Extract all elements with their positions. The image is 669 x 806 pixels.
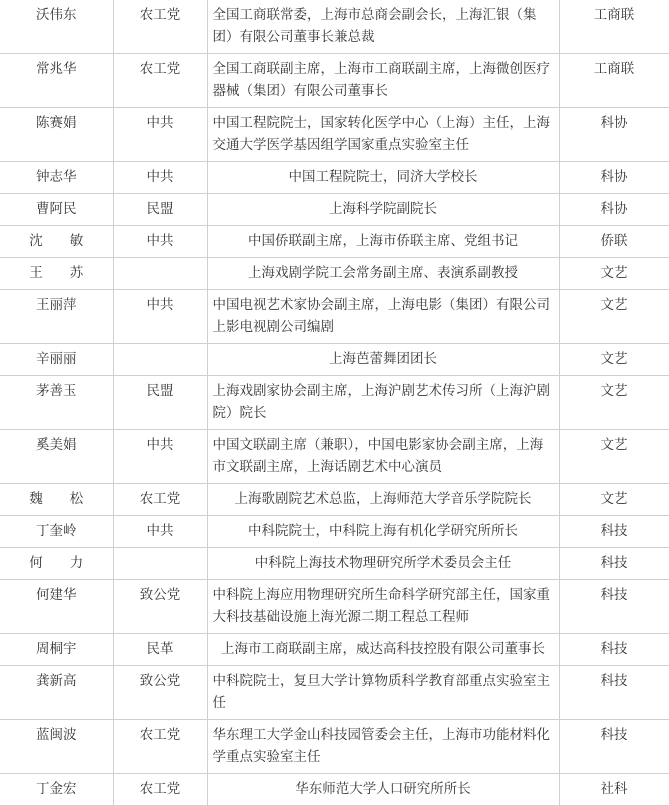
member-name: 周桐宇	[0, 634, 113, 666]
member-duty: 中国侨联副主席，上海市侨联主席、党组书记	[207, 226, 559, 258]
member-duty: 中国文联副主席（兼职），中国电影家协会副主席，上海市文联副主席，上海话剧艺术中心演员	[207, 430, 559, 484]
member-party: 民革	[113, 634, 207, 666]
member-group: 科协	[559, 108, 669, 162]
member-name: 丁奎岭	[0, 516, 113, 548]
member-duty: 中国工程院院士，同济大学校长	[207, 162, 559, 194]
table-row	[0, 720, 669, 774]
member-party	[113, 344, 207, 376]
member-party: 中共	[113, 108, 207, 162]
member-name: 龚新高	[0, 666, 113, 720]
member-group: 科技	[559, 516, 669, 548]
table-row	[0, 290, 669, 344]
member-party: 致公党	[113, 666, 207, 720]
member-party: 农工党	[113, 720, 207, 774]
table-row	[0, 108, 669, 162]
member-party	[113, 548, 207, 580]
member-party: 中共	[113, 516, 207, 548]
table-row	[0, 194, 669, 226]
member-duty: 中国工程院院士，国家转化医学中心（上海）主任，上海交通大学医学基因组学国家重点实验室主任	[207, 108, 559, 162]
member-duty: 上海戏剧家协会副主席，上海沪剧艺术传习所（上海沪剧院）院长	[207, 376, 559, 430]
table-row	[0, 666, 669, 720]
member-party: 民盟	[113, 376, 207, 430]
table-row	[0, 634, 669, 666]
member-name: 沈 敏	[0, 226, 113, 258]
member-group: 工商联	[559, 0, 669, 54]
member-group: 科技	[559, 634, 669, 666]
member-party: 中共	[113, 290, 207, 344]
member-party: 民盟	[113, 194, 207, 226]
table-row	[0, 258, 669, 290]
member-duty: 华东理工大学金山科技园管委会主任，上海市功能材料化学重点实验室主任	[207, 720, 559, 774]
table-row	[0, 54, 669, 108]
member-name: 茅善玉	[0, 376, 113, 430]
member-duty: 中科院院士，复旦大学计算物质科学教育部重点实验室主任	[207, 666, 559, 720]
member-party: 中共	[113, 226, 207, 258]
member-party: 农工党	[113, 484, 207, 516]
member-group: 文艺	[559, 258, 669, 290]
member-duty: 华东师范大学人口研究所所长	[207, 774, 559, 806]
member-group: 文艺	[559, 290, 669, 344]
member-duty: 上海科学院副院长	[207, 194, 559, 226]
member-name: 钟志华	[0, 162, 113, 194]
member-party: 农工党	[113, 774, 207, 806]
table-row	[0, 376, 669, 430]
member-name: 辛丽丽	[0, 344, 113, 376]
member-duty: 中国电视艺术家协会副主席，上海电影（集团）有限公司上影电视剧公司编剧	[207, 290, 559, 344]
member-party	[113, 258, 207, 290]
table-row	[0, 226, 669, 258]
member-duty: 上海歌剧院艺术总监，上海师范大学音乐学院院长	[207, 484, 559, 516]
member-group: 文艺	[559, 430, 669, 484]
table-row	[0, 162, 669, 194]
member-name: 王 苏	[0, 258, 113, 290]
table-row	[0, 580, 669, 634]
member-group: 侨联	[559, 226, 669, 258]
table-row	[0, 774, 669, 806]
member-group: 文艺	[559, 376, 669, 430]
table-row	[0, 548, 669, 580]
member-party: 农工党	[113, 54, 207, 108]
member-group: 科协	[559, 162, 669, 194]
member-group: 文艺	[559, 344, 669, 376]
member-party: 中共	[113, 162, 207, 194]
table-row	[0, 430, 669, 484]
table-row	[0, 0, 669, 54]
member-group: 科技	[559, 666, 669, 720]
member-group: 社科	[559, 774, 669, 806]
member-duty: 上海芭蕾舞团团长	[207, 344, 559, 376]
member-party: 农工党	[113, 0, 207, 54]
member-name: 沃伟东	[0, 0, 113, 54]
member-name: 曹阿民	[0, 194, 113, 226]
member-duty: 全国工商联常委，上海市总商会副会长，上海汇银（集团）有限公司董事长兼总裁	[207, 0, 559, 54]
member-group: 文艺	[559, 484, 669, 516]
member-name: 王丽萍	[0, 290, 113, 344]
member-group: 科技	[559, 580, 669, 634]
member-name: 丁金宏	[0, 774, 113, 806]
member-name: 魏 松	[0, 484, 113, 516]
member-name: 蓝闽波	[0, 720, 113, 774]
table-row	[0, 516, 669, 548]
member-duty: 中科院上海技术物理研究所学术委员会主任	[207, 548, 559, 580]
member-duty: 上海戏剧学院工会常务副主席、表演系副教授	[207, 258, 559, 290]
member-duty: 全国工商联副主席，上海市工商联副主席，上海微创医疗器械（集团）有限公司董事长	[207, 54, 559, 108]
member-duty: 中科院上海应用物理研究所生命科学研究部主任，国家重大科技基础设施上海光源二期工程总工程师	[207, 580, 559, 634]
member-name: 何建华	[0, 580, 113, 634]
table-row	[0, 484, 669, 516]
member-name: 何 力	[0, 548, 113, 580]
member-group: 科协	[559, 194, 669, 226]
member-group: 工商联	[559, 54, 669, 108]
member-duty: 上海市工商联副主席，威达高科技控股有限公司董事长	[207, 634, 559, 666]
table-row	[0, 344, 669, 376]
member-party: 致公党	[113, 580, 207, 634]
member-group: 科技	[559, 548, 669, 580]
member-name: 常兆华	[0, 54, 113, 108]
member-group: 科技	[559, 720, 669, 774]
member-name: 奚美娟	[0, 430, 113, 484]
member-name: 陈赛娟	[0, 108, 113, 162]
member-duty: 中科院院士，中科院上海有机化学研究所所长	[207, 516, 559, 548]
member-party: 中共	[113, 430, 207, 484]
